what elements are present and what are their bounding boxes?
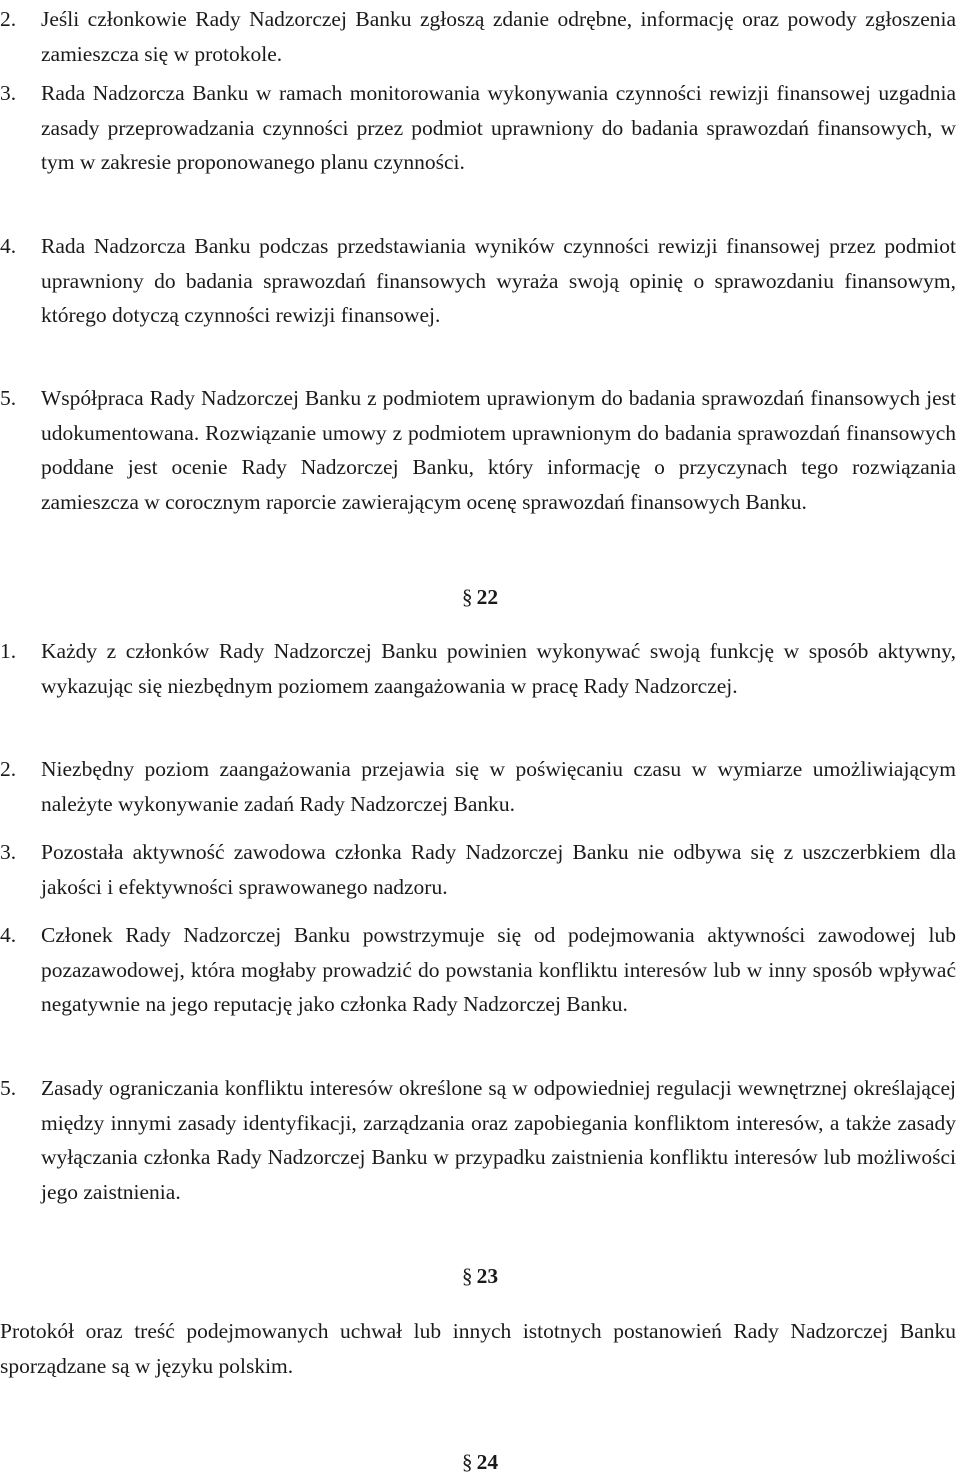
item-text: Pozostała aktywność zawodowa członka Rady Nadzorczej Banku nie odbywa się z uszczerbkiem dla jakości i efektywności sprawowanego nadzoru. [41,840,956,899]
paragraph [0,1314,956,1383]
section-symbol: § [461,1450,473,1474]
list-item [0,229,956,333]
item-text: Współpraca Rady Nadzorczej Banku z podmiotem uprawionym do badania sprawozdań finansowych jest udokumentowana. Rozwiązanie umowy z podmiotem uprawnionym do badania sprawozdań finansowych poddane jest ocenie Rady Nadzorczej Banku, który informację o przyczynach tego rozwiązania zamieszcza w corocznym raporcie zawierającym ocenę sprawozdań finansowych Banku. [41,386,956,515]
item-number: 4. [0,234,17,258]
section-heading [0,1261,960,1291]
list-item [0,634,956,703]
list-item [0,1071,956,1210]
item-text: Każdy z członków Rady Nadzorczej Banku powinien wykonywać swoją funkcję w sposób aktywny, wykazując się niezbędnym poziomem zaangażowania w pracę Rady Nadzorczej. [41,639,956,698]
item-text: Rada Nadzorcza Banku w ramach monitorowania wykonywania czynności rewizji finansowej uzgadnia zasady przeprowadzania czynności przez podmiot uprawniony do badania sprawozdań finansowych, w tym w zakresie proponowanego planu czynności. [41,81,956,175]
item-text: Niezbędny poziom zaangażowania przejawia się w poświęcaniu czasu w wymiarze umożliwiającym należyte wykonywanie zadań Rady Nadzorczej Banku. [41,757,956,816]
item-number: 2. [0,7,17,31]
item-number: 5. [0,386,17,410]
item-text: Zasady ograniczania konfliktu interesów określone są w odpowiedniej regulacji wewnętrznej określającej między innymi zasady identyfikacji, zarządzania oraz zapobiegania konfliktom interesów, a także zasady wyłączania członka Rady Nadzorczej Banku w przypadku zaistnienia konfliktu interesów lub możliwości jego zaistnienia. [41,1076,956,1205]
section-number: 23 [476,1264,499,1288]
item-number: 3. [0,840,17,864]
item-number: 3. [0,81,17,105]
item-number: 2. [0,757,17,781]
section-number: 22 [476,585,499,609]
section-heading [0,582,960,612]
section-symbol: § [461,1264,473,1288]
list-item [0,2,956,71]
item-text: Rada Nadzorcza Banku podczas przedstawiania wyników czynności rewizji finansowej przez podmiot uprawniony do badania sprawozdań finansowych wyraża swoją opinię o sprawozdaniu finansowym, którego dotyczą czynności rewizji finansowej. [41,234,956,328]
item-number: 5. [0,1076,17,1100]
section-heading [0,1447,960,1477]
item-number: 4. [0,923,17,947]
paragraph-text: Protokół oraz treść podejmowanych uchwał lub innych istotnych postanowień Rady Nadzorczej Banku sporządzane są w języku polskim. [0,1319,956,1378]
section-symbol: § [461,585,473,609]
section-number: 24 [476,1450,499,1474]
item-text: Jeśli członkowie Rady Nadzorczej Banku zgłoszą zdanie odrębne, informację oraz powody zgłoszenia zamieszcza się w protokole. [41,7,956,66]
list-item [0,752,956,821]
list-item [0,918,956,1022]
list-item [0,835,956,904]
list-item [0,381,956,520]
item-text: Członek Rady Nadzorczej Banku powstrzymuje się od podejmowania aktywności zawodowej lub pozazawodowej, która mogłaby prowadzić do powstania konfliktu interesów lub w inny sposób wpływać negatywnie na jego reputację jako członka Rady Nadzorczej Banku. [41,923,956,1017]
list-item [0,76,956,180]
item-number: 1. [0,639,17,663]
